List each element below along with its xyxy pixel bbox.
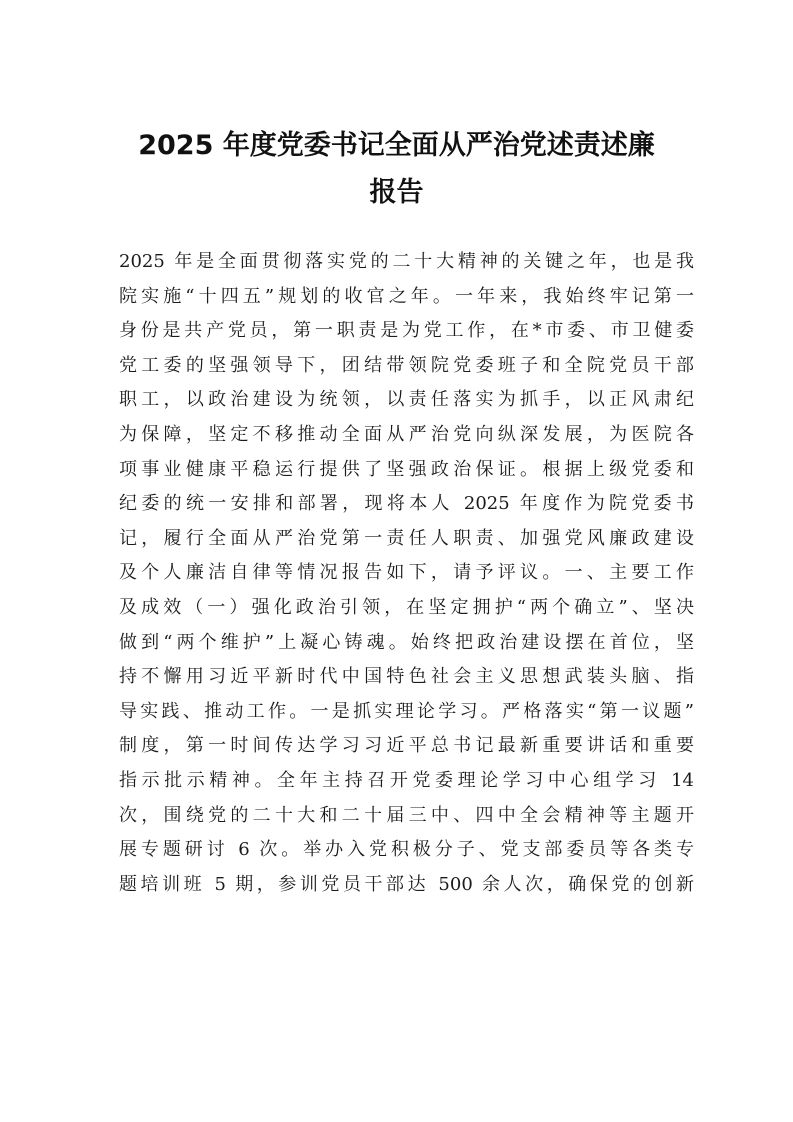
body-line: 次，围绕党的二十大和二十届三中、四中全会精神等主题开 — [119, 804, 694, 826]
document-body — [119, 245, 694, 902]
title-line: 2025 年度党委书记全面从严治党述责述廉 — [138, 130, 655, 161]
body-line: 为保障，坚定不移推动全面从严治党向纵深发展，为医院各 — [119, 423, 694, 445]
body-line: 纪委的统一安排和部署，现将本人 2025 年度作为院党委书 — [119, 493, 694, 515]
body-line: 2025 年是全面贯彻落实党的二十大精神的关键之年，也是我 — [119, 251, 694, 272]
document-title — [110, 122, 683, 216]
body-line: 党工委的坚强领导下，团结带领院党委班子和全院党员干部 — [119, 354, 694, 376]
body-line: 职工，以政治建设为统领，以责任落实为抓手，以正风肃纪 — [119, 389, 694, 411]
body-line: 及成效（一）强化政治引领，在坚定拥护“两个确立”、坚决 — [119, 596, 694, 618]
body-line: 做到“两个维护”上凝心铸魂。始终把政治建设摆在首位，坚 — [119, 631, 694, 653]
body-line: 及个人廉洁自律等情况报告如下，请予评议。一、主要工作 — [119, 562, 694, 584]
body-line: 题培训班 5 期，参训党员干部达 500 余人次，确保党的创新 — [119, 873, 694, 895]
body-line: 持不懈用习近平新时代中国特色社会主义思想武装头脑、指 — [119, 666, 694, 688]
body-line: 导实践、推动工作。一是抓实理论学习。严格落实“第一议题” — [119, 700, 694, 722]
body-line: 项事业健康平稳运行提供了坚强政治保证。根据上级党委和 — [119, 458, 694, 480]
body-line: 院实施“十四五”规划的收官之年。一年来，我始终牢记第一 — [119, 285, 694, 307]
body-line: 记，履行全面从严治党第一责任人职责、加强党风廉政建设 — [119, 527, 694, 549]
body-line: 身份是共产党员，第一职责是为党工作，在*市委、市卫健委 — [119, 320, 694, 342]
body-line: 展专题研讨 6 次。举办入党积极分子、党支部委员等各类专 — [119, 839, 694, 861]
body-line: 制度，第一时间传达学习习近平总书记最新重要讲话和重要 — [119, 735, 694, 757]
title-line: 报告 — [369, 177, 424, 208]
body-line: 指示批示精神。全年主持召开党委理论学习中心组学习 14 — [119, 769, 694, 791]
